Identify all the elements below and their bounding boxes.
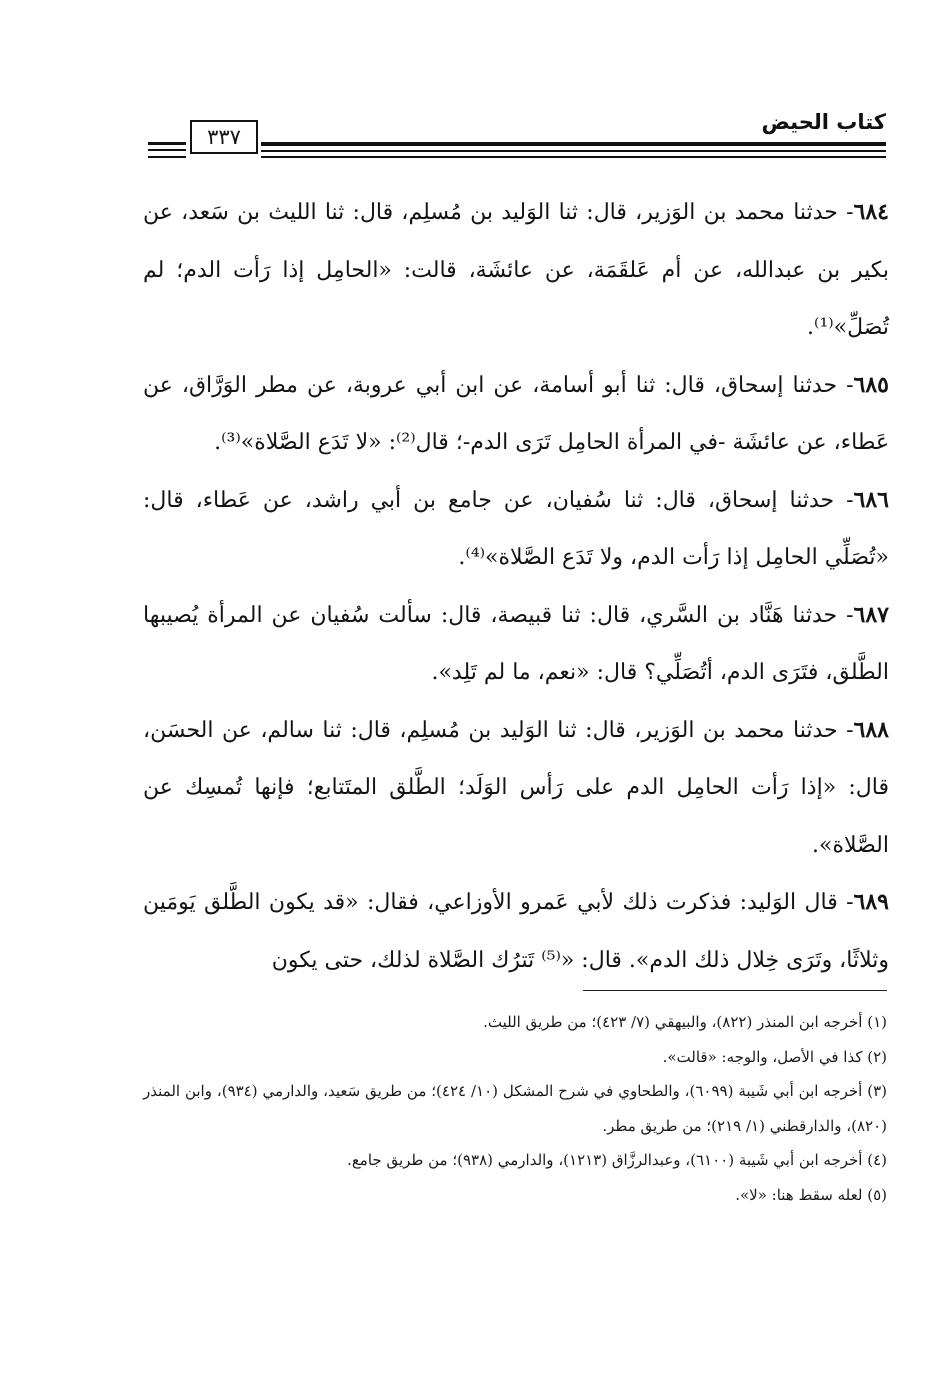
hadith-text: حدثنا إسحاق، قال: ثنا أبو أسامة، عن ابن أبي عروبة، عن مطر الوَرَّاق، عن عَطاء، عن عائشَة -في المرأة الحامِل تَرَى الدم-؛ قال⁽²⁾: «لا تَدَع الصَّلاة»⁽³⁾. [143, 372, 889, 455]
hadith-number: ٦٨٧ [853, 601, 889, 628]
hadith-number: ٦٨٤ [853, 199, 889, 225]
footnote-5: (٥) لعله سقط هنا: «لا». [735, 1185, 887, 1204]
page-number: ٣٣٧ [190, 120, 258, 154]
hadith-text: حدثنا محمد بن الوَزير، قال: ثنا الوَليد بن مُسلِم، قال: ثنا سالم، عن الحسَن، قال: «إذا رَأت الحامِل الدم على رَأس الوَلَد؛ الطَّلق المتَتابع؛ فإنها تُمسِك عن الصَّلاة». [143, 717, 889, 858]
hadith-text: حدثنا إسحاق، قال: ثنا سُفيان، عن جامع بن أبي راشد، عن عَطاء، قال: «تُصَلِّي الحامِل إذا رَأت الدم، ولا تَدَع الصَّلاة»⁽⁴⁾. [143, 487, 889, 570]
hadith-text: حدثنا محمد بن الوَزير، قال: ثنا الوَليد بن مُسلِم، قال: ثنا الليث بن سَعد، عن بكير بن عبدالله، عن أم عَلقَمَة، عن عائشَة، قالت: «الحامِل إذا رَأت الدم؛ لم تُصَلِّ»⁽¹⁾. [143, 200, 889, 340]
footnote-3: (٣) أخرجه ابن أبي شَيبة (٦٠٩٩)، والطحاوي في شرح المشكل (١٠/ ٤٢٤)؛ من طريق سَعيد، والدارمي (٩٣٤)، وابن المنذر (٨٢٠)، والدارقطني (١/ ٢١٩)؛ من طريق مطر. [143, 1082, 888, 1135]
page-header [148, 108, 886, 164]
hadith-688: ٦٨٨- حدثنا محمد بن الوَزير، قال: ثنا الوَليد بن مُسلِم، قال: ثنا سالم، عن الحسَن، قال: «إذا رَأت الحامِل الدم على رَأس الوَلَد؛ الطَّلق المتَتابع؛ فإنها تُمسِك عن الصَّلاة». [143, 716, 889, 858]
hadith-686: ٦٨٦- حدثنا إسحاق، قال: ثنا سُفيان، عن جامع بن أبي راشد، عن عَطاء، قال: «تُصَلِّي الحامِل إذا رَأت الدم، ولا تَدَع الصَّلاة»⁽⁴⁾. [143, 486, 889, 570]
footnote-2: (٢) كذا في الأصل، والوجه: «قالت». [662, 1047, 887, 1066]
footnotes [143, 1005, 887, 1212]
main-text [143, 184, 889, 989]
hadith-685: ٦٨٥- حدثنا إسحاق، قال: ثنا أبو أسامة، عن ابن أبي عروبة، عن مطر الوَرَّاق، عن عَطاء، عن عائشَة -في المرأة الحامِل تَرَى الدم-؛ قال⁽²⁾: «لا تَدَع الصَّلاة»⁽³⁾. [143, 371, 889, 455]
hadith-text: قال الوَليد: فذكرت ذلك لأبي عَمرو الأوزاعي، فقال: «قد يكون الطَّلق يَومَين وثلاثًا، وتَرَى خِلال ذلك الدم». قال: «⁽⁵⁾ تَترُك الصَّلاة لذلك، حتى يكون [143, 890, 889, 973]
hadith-689: ٦٨٩- قال الوَليد: فذكرت ذلك لأبي عَمرو الأوزاعي، فقال: «قد يكون الطَّلق يَومَين وثلاثًا، وتَرَى خِلال ذلك الدم». قال: «⁽⁵⁾ تَترُك الصَّلاة لذلك، حتى يكون [143, 889, 889, 973]
header-rule-left [148, 142, 186, 158]
hadith-text: حدثنا هَنَّاد بن السَّري، قال: ثنا قبيصة، قال: سألت سُفيان عن المرأة يُصيبها الطَّلق، فتَرَى الدم، أتُصَلِّي؟ قال: «نعم، ما لم تَلِد». [143, 602, 889, 685]
footnote-4: (٤) أخرجه ابن أبي شَيبة (٦١٠٠)، وعبدالرزَّاق (١٢١٣)، والدارمي (٩٣٨)؛ من طريق جامع. [347, 1151, 887, 1169]
book-title: كتاب الحيض [761, 110, 886, 134]
hadith-684: ٦٨٤- حدثنا محمد بن الوَزير، قال: ثنا الوَليد بن مُسلِم، قال: ثنا الليث بن سَعد، عن بكير بن عبدالله، عن أم عَلقَمَة، عن عائشَة، قالت: «الحامِل إذا رَأت الدم؛ لم تُصَلِّ»⁽¹⁾. [143, 199, 889, 340]
hadith-687: ٦٨٧- حدثنا هَنَّاد بن السَّري، قال: ثنا قبيصة، قال: سألت سُفيان عن المرأة يُصيبها الطَّلق، فتَرَى الدم، أتُصَلِّي؟ قال: «نعم، ما لم تَلِد». [143, 601, 889, 685]
footnote-divider [583, 990, 887, 991]
hadith-number: ٦٨٩ [853, 889, 889, 915]
footnote-1: (١) أخرجه ابن المنذر (٨٢٢)، والبيهقي (٧/ ٤٢٣)؛ من طريق الليث. [483, 1013, 887, 1031]
hadith-number: ٦٨٦ [853, 486, 889, 513]
hadith-number: ٦٨٥ [853, 371, 889, 398]
header-rule [261, 142, 886, 158]
hadith-number: ٦٨٨ [853, 716, 889, 743]
